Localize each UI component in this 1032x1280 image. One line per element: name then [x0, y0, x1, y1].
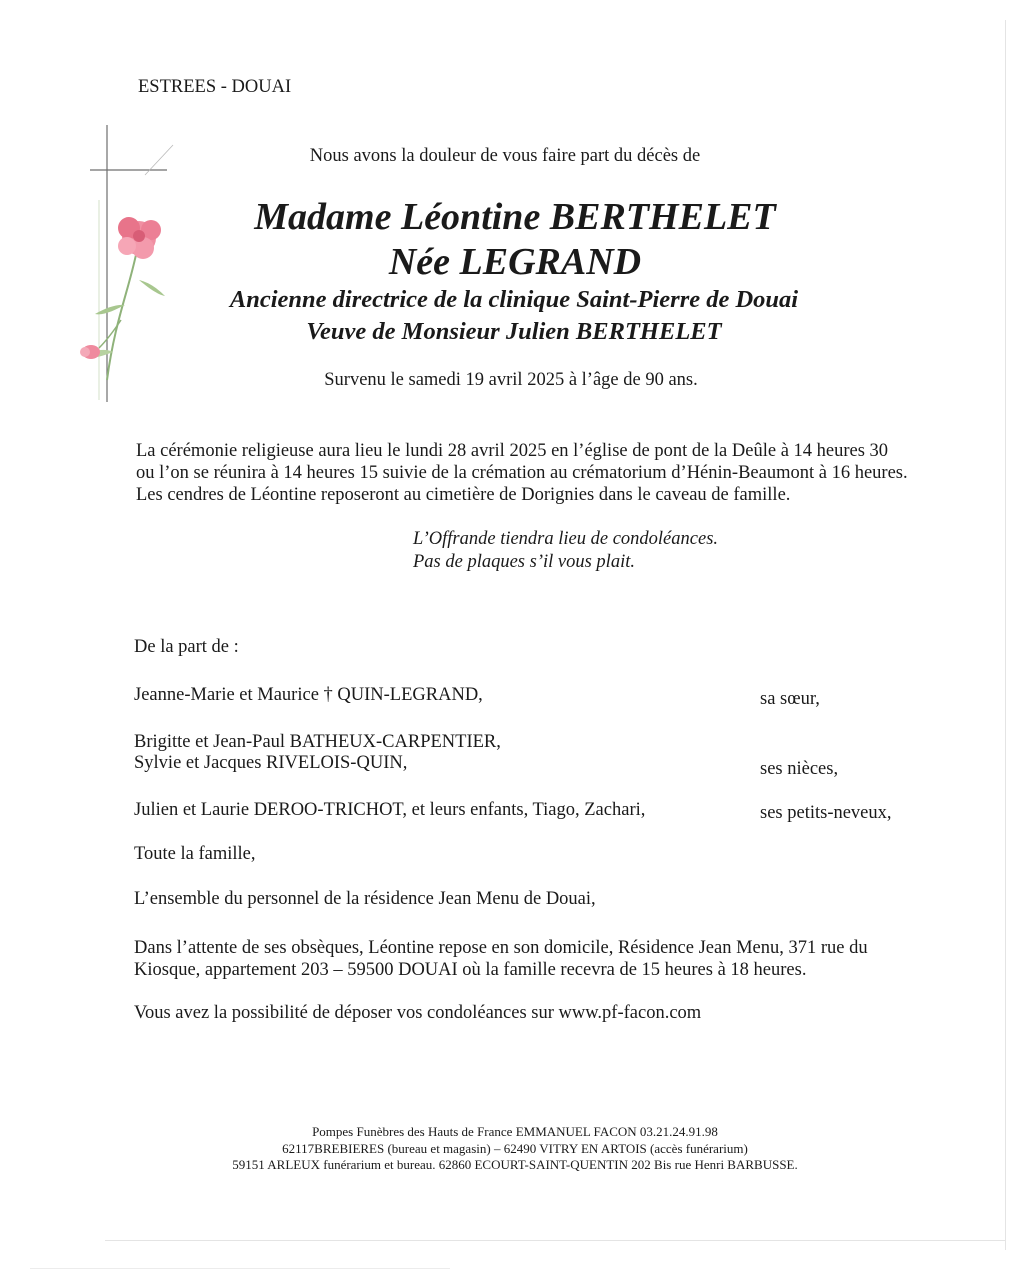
death-date: Survenu le samedi 19 avril 2025 à l’âge de 90 ans.	[324, 370, 698, 390]
location: ESTREES - DOUAI	[138, 77, 292, 97]
toute-la-famille: Toute la famille,	[134, 844, 256, 864]
intro-text: Nous avons la douleur de vous faire part du décès de	[309, 146, 701, 166]
family-relation: sa sœur,	[760, 689, 820, 709]
maiden-name: Née LEGRAND	[388, 241, 642, 283]
family-names: Jeanne-Marie et Maurice † QUIN-LEGRAND,	[134, 685, 483, 705]
footer-line: Pompes Funèbres des Hauts de France EMMANUEL FACON 03.21.24.91.98	[312, 1124, 718, 1139]
page-edge-bottom	[105, 1240, 1005, 1241]
ceremony-line: La cérémonie religieuse aura lieu le lundi 28 avril 2025 en l’église de pont de la Deûle à 14 heures 30	[136, 441, 889, 461]
offrande-note	[413, 528, 718, 574]
family-names: Brigitte et Jean-Paul BATHEUX-CARPENTIER,	[134, 732, 501, 752]
domicile-line: Dans l’attente de ses obsèques, Léontine repose en son domicile, Résidence Jean Menu, 371 rue du	[134, 938, 868, 958]
family-relation: ses nièces,	[760, 759, 839, 779]
subtitle-widow: Veuve de Monsieur Julien BERTHELET	[306, 318, 722, 345]
domicile-line: Kiosque, appartement 203 – 59500 DOUAI où la famille recevra de 15 heures à 18 heures.	[134, 960, 807, 980]
family-names: Sylvie et Jacques RIVELOIS-QUIN,	[134, 753, 408, 773]
footer-line: 62117BREBIERES (bureau et magasin) – 62490 VITRY EN ARTOIS (accès funérarium)	[282, 1140, 748, 1156]
offrande-line: L’Offrande tiendra lieu de condoléances.	[413, 529, 719, 549]
scan-edge	[30, 1268, 450, 1269]
ceremony-paragraph	[136, 440, 908, 506]
condoleances-line: Vous avez la possibilité de déposer vos condoléances sur www.pf-facon.com	[134, 1003, 702, 1023]
personnel-line: L’ensemble du personnel de la résidence Jean Menu de Douai,	[134, 889, 596, 909]
ceremony-line: Les cendres de Léontine reposeront au cimetière de Dorignies dans le caveau de famille.	[136, 485, 791, 505]
family-names: Julien et Laurie DEROO-TRICHOT, et leurs enfants, Tiago, Zachari,	[134, 800, 646, 820]
offrande-line: Pas de plaques s’il vous plait.	[413, 552, 635, 572]
funeral-home-footer	[0, 1124, 1030, 1174]
domicile-paragraph	[134, 937, 868, 981]
footer-line: 59151 ARLEUX funérarium et bureau. 62860 ECOURT-SAINT-QUENTIN 202 Bis rue Henri BARBUSSE.	[232, 1157, 798, 1172]
from-label: De la part de :	[134, 637, 239, 657]
subtitle-role: Ancienne directrice de la clinique Saint-Pierre de Douai	[229, 286, 799, 313]
ceremony-line: ou l’on se réunira à 14 heures 15 suivie de la crémation au crématorium d’Hénin-Beaumont à 16 heures.	[136, 463, 908, 483]
deceased-name: Madame Léontine BERTHELET	[254, 196, 776, 238]
family-relation: ses petits-neveux,	[760, 803, 892, 823]
